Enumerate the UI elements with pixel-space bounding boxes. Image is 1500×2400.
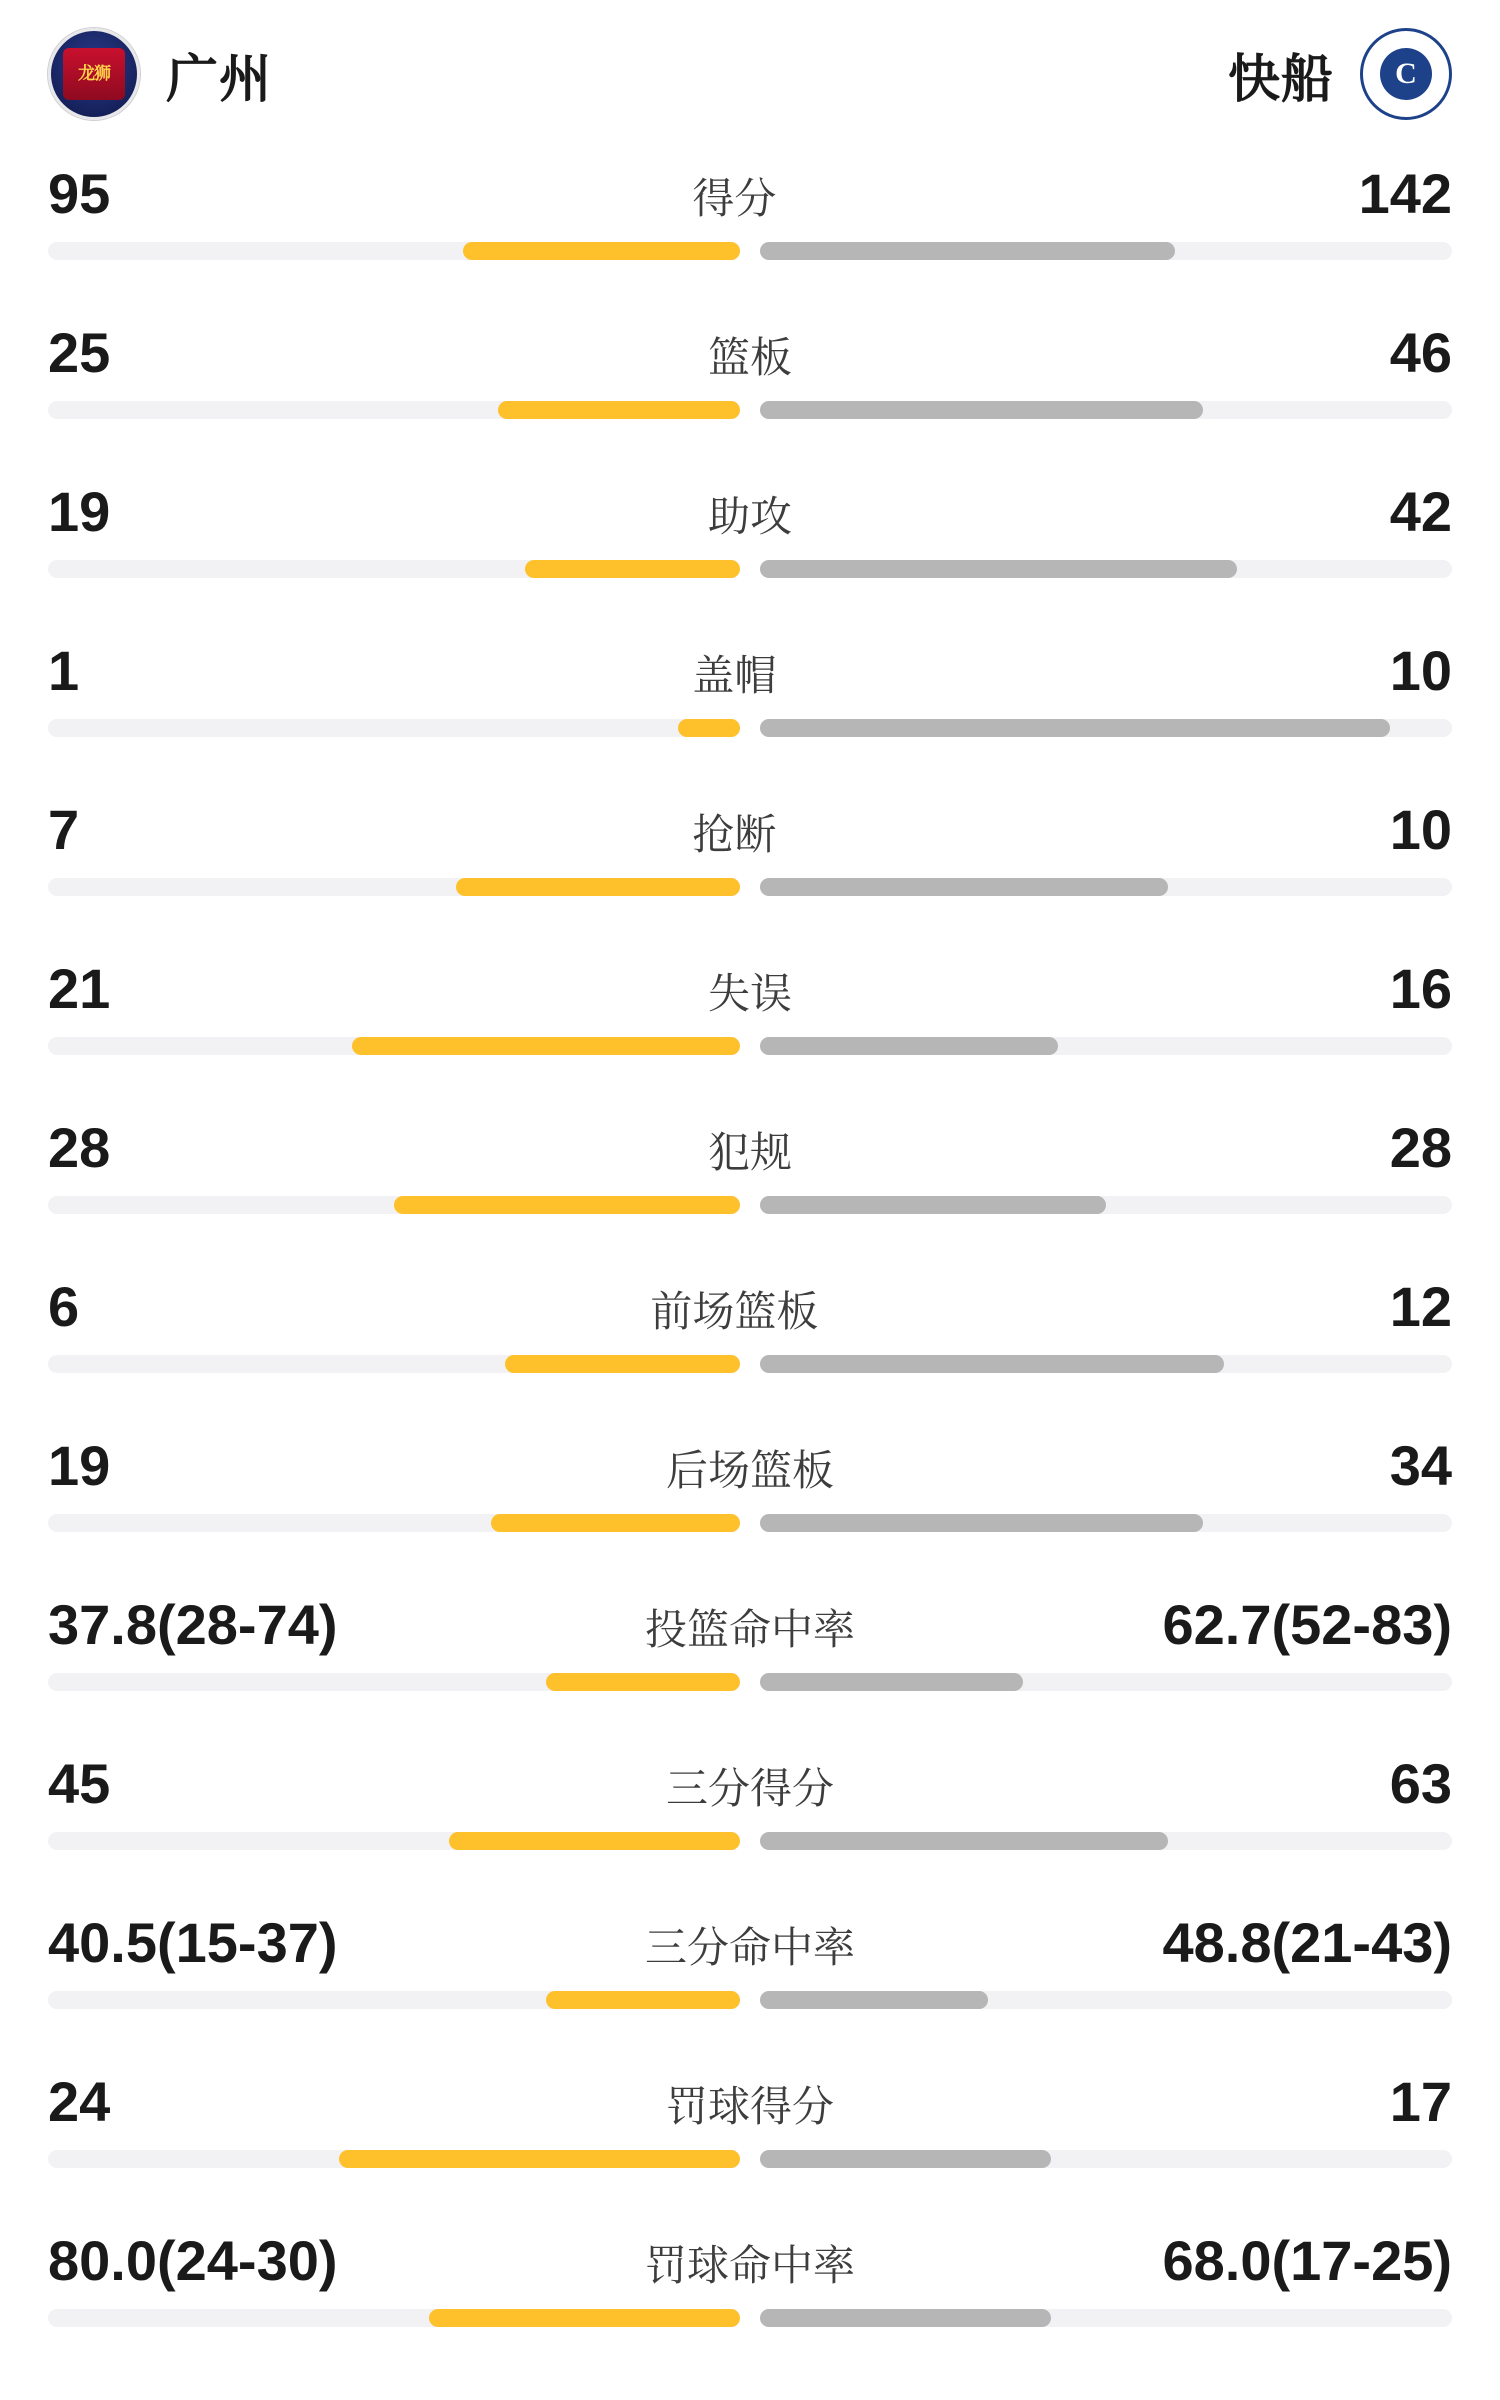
stat-row [48, 625, 1452, 784]
stat-bar-pair [48, 1194, 1452, 1216]
home-bar-track [48, 1832, 740, 1850]
home-bar-fill [498, 401, 740, 419]
away-bar-track [760, 242, 1452, 260]
away-bar-fill [760, 1037, 1058, 1055]
stat-row [48, 784, 1452, 943]
home-team-logo-text: 龙狮 [63, 48, 125, 100]
stat-label: 助攻 [707, 493, 792, 540]
home-team-logo-icon [48, 28, 140, 120]
away-bar-track [760, 1037, 1452, 1055]
away-stat-value: 34 [1389, 1434, 1452, 1497]
away-team-logo-text: C [1380, 48, 1432, 100]
home-bar-fill [352, 1037, 740, 1055]
home-stat-value: 95 [48, 162, 111, 225]
away-bar-track [760, 1514, 1452, 1532]
stat-row [48, 307, 1452, 466]
stat-row [48, 1738, 1452, 1897]
teams-header [48, 0, 1452, 148]
away-bar-fill [760, 1673, 1023, 1691]
stat-bar-pair [48, 876, 1452, 898]
home-stat-value: 40.5(15-37) [48, 1911, 338, 1974]
stat-label: 篮板 [707, 334, 792, 381]
home-bar-fill [491, 1514, 740, 1532]
stat-label: 罚球得分 [665, 2083, 834, 2130]
stat-row [48, 148, 1452, 307]
away-bar-fill [760, 1832, 1168, 1850]
away-bar-track [760, 401, 1452, 419]
home-bar-fill [546, 1673, 740, 1691]
home-bar-track [48, 1991, 740, 2009]
home-bar-track [48, 242, 740, 260]
home-bar-fill [463, 242, 740, 260]
home-stat-value: 19 [48, 1434, 111, 1497]
away-bar-track [760, 1196, 1452, 1214]
home-bar-fill [429, 2309, 740, 2327]
home-bar-track [48, 1514, 740, 1532]
away-bar-track [760, 560, 1452, 578]
away-team-logo-icon [1360, 28, 1452, 120]
away-bar-fill [760, 401, 1203, 419]
away-bar-fill [760, 242, 1175, 260]
home-bar-track [48, 1355, 740, 1373]
away-stat-value: 63 [1389, 1752, 1452, 1815]
away-bar-track [760, 1355, 1452, 1373]
stat-bar-pair [48, 2148, 1452, 2170]
away-bar-fill [760, 1991, 988, 2009]
away-team[interactable] [1228, 28, 1452, 120]
home-stat-value: 37.8(28-74) [48, 1593, 338, 1656]
away-stat-value: 42 [1389, 480, 1452, 543]
stat-bar-pair [48, 1671, 1452, 1693]
stat-row [48, 1261, 1452, 1420]
stat-bar-pair [48, 1512, 1452, 1534]
stat-bar-pair [48, 558, 1452, 580]
stat-label: 抢断 [692, 811, 777, 858]
home-bar-track [48, 1037, 740, 1055]
home-team-name: 广州 [166, 50, 273, 109]
away-stat-value: 17 [1389, 2070, 1452, 2133]
away-stat-value: 62.7(52-83) [1162, 1593, 1452, 1656]
stat-label: 投篮命中率 [644, 1606, 855, 1653]
stat-bar-pair [48, 717, 1452, 739]
stat-bar-pair [48, 2307, 1452, 2329]
home-stat-value: 45 [48, 1752, 111, 1815]
away-bar-track [760, 1673, 1452, 1691]
stat-label: 盖帽 [692, 652, 777, 699]
away-stat-value: 16 [1389, 957, 1452, 1020]
away-bar-fill [760, 2309, 1051, 2327]
home-stat-value: 19 [48, 480, 111, 543]
home-bar-fill [546, 1991, 740, 2009]
away-bar-track [760, 878, 1452, 896]
stat-label: 后场篮板 [665, 1447, 834, 1494]
home-bar-fill [339, 2150, 740, 2168]
stat-bar-pair [48, 1353, 1452, 1375]
home-bar-track [48, 2150, 740, 2168]
away-bar-fill [760, 719, 1390, 737]
home-bar-track [48, 1196, 740, 1214]
stat-label: 犯规 [707, 1129, 792, 1176]
stat-label: 三分得分 [665, 1765, 834, 1812]
home-bar-fill [525, 560, 740, 578]
stat-row [48, 466, 1452, 625]
stat-row [48, 2056, 1452, 2215]
away-stat-value: 10 [1389, 798, 1452, 861]
away-team-name: 快船 [1227, 50, 1334, 109]
home-stat-value: 21 [48, 957, 111, 1020]
away-stat-value: 142 [1358, 162, 1452, 225]
stat-row [48, 1102, 1452, 1261]
away-bar-track [760, 2150, 1452, 2168]
stat-bar-pair [48, 1830, 1452, 1852]
home-stat-value: 7 [48, 798, 80, 861]
home-bar-track [48, 560, 740, 578]
home-bar-fill [505, 1355, 740, 1373]
stat-bar-pair [48, 399, 1452, 421]
home-stat-value: 1 [48, 639, 80, 702]
stat-row [48, 2215, 1452, 2374]
home-bar-track [48, 719, 740, 737]
away-bar-fill [760, 2150, 1051, 2168]
stat-bar-pair [48, 1989, 1452, 2011]
home-stat-value: 24 [48, 2070, 111, 2133]
home-bar-track [48, 401, 740, 419]
away-bar-fill [760, 1355, 1224, 1373]
home-bar-fill [678, 719, 740, 737]
home-bar-track [48, 1673, 740, 1691]
stat-label: 三分命中率 [644, 1924, 855, 1971]
home-bar-fill [394, 1196, 740, 1214]
away-bar-track [760, 719, 1452, 737]
stat-label: 前场篮板 [650, 1288, 819, 1335]
away-bar-track [760, 1832, 1452, 1850]
stat-label: 得分 [692, 175, 777, 222]
away-stat-value: 48.8(21-43) [1162, 1911, 1452, 1974]
stat-label: 失误 [707, 970, 792, 1017]
stat-label: 罚球命中率 [644, 2242, 855, 2289]
home-bar-track [48, 2309, 740, 2327]
away-bar-fill [760, 878, 1168, 896]
home-bar-track [48, 878, 740, 896]
home-team[interactable] [48, 28, 272, 120]
home-stat-value: 6 [48, 1275, 80, 1338]
stat-rows [48, 148, 1452, 2374]
home-bar-fill [456, 878, 740, 896]
away-stat-value: 68.0(17-25) [1162, 2229, 1452, 2292]
away-stat-value: 12 [1389, 1275, 1452, 1338]
away-bar-fill [760, 1196, 1106, 1214]
away-bar-track [760, 2309, 1452, 2327]
stat-row [48, 1897, 1452, 2056]
home-stat-value: 28 [48, 1116, 111, 1179]
home-stat-value: 25 [48, 321, 111, 384]
stat-row [48, 1420, 1452, 1579]
away-stat-value: 28 [1389, 1116, 1452, 1179]
away-stat-value: 46 [1389, 321, 1452, 384]
stat-bar-pair [48, 240, 1452, 262]
stat-bar-pair [48, 1035, 1452, 1057]
home-stat-value: 80.0(24-30) [48, 2229, 338, 2292]
away-bar-fill [760, 1514, 1203, 1532]
stat-row [48, 943, 1452, 1102]
away-stat-value: 10 [1389, 639, 1452, 702]
home-bar-fill [449, 1832, 740, 1850]
stat-row [48, 1579, 1452, 1738]
away-bar-fill [760, 560, 1237, 578]
away-bar-track [760, 1991, 1452, 2009]
